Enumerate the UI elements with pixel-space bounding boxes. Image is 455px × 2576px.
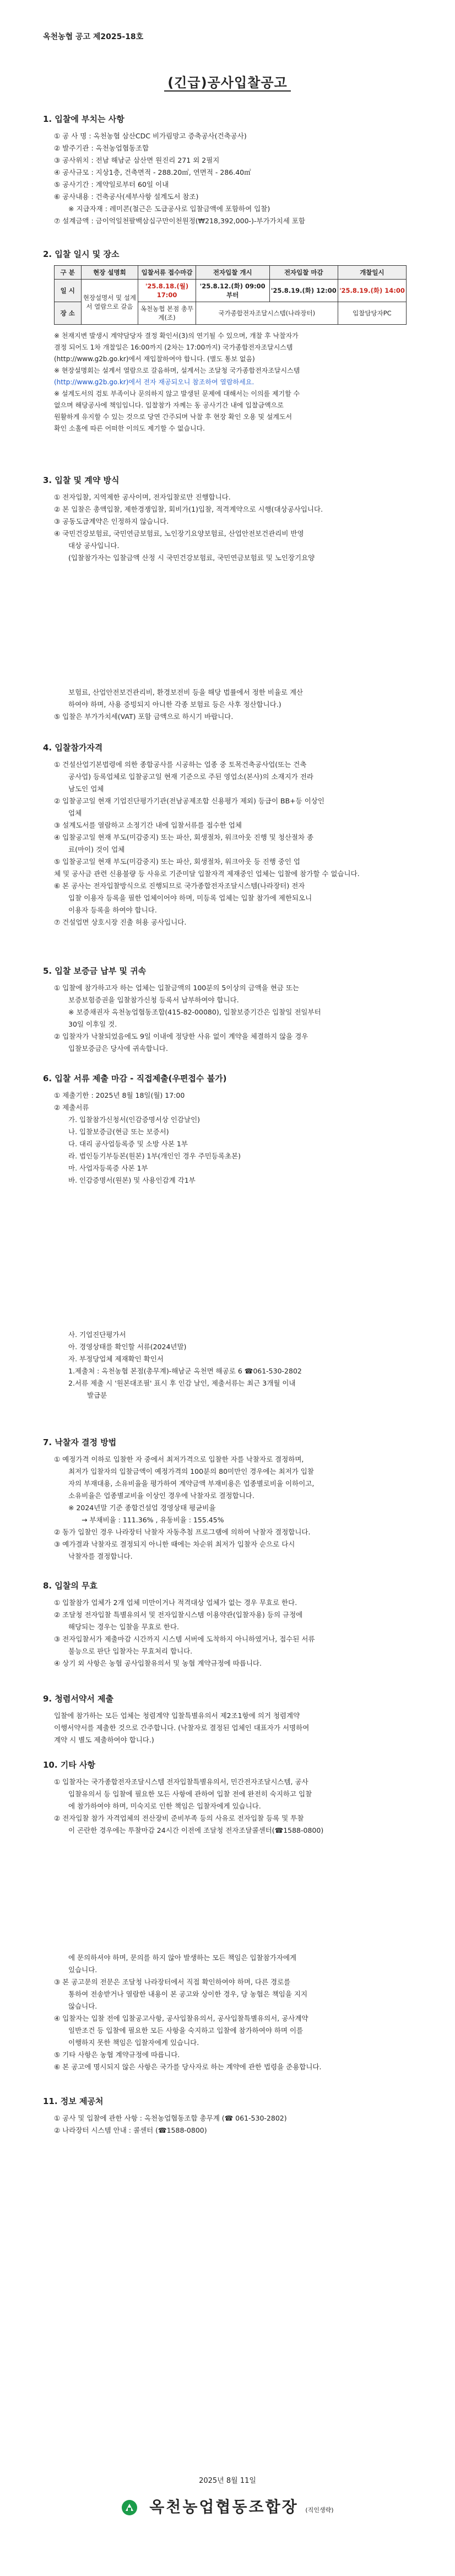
text-line: ⑥ 본 공사는 전자입찰방식으로 진행되므로 국가종합전자조달시스템(나라장터) 전자 [54, 882, 305, 890]
text-line: ⑤ 공사기간 : 계약일로부터 60일 이내 [54, 180, 169, 189]
text-line: 대상 공사입니다. [68, 541, 120, 550]
row-label: 일 시 [55, 280, 82, 302]
section-other-cont [43, 1952, 418, 2073]
section-contract-method-cont [43, 686, 418, 723]
text-line: 자의 부재대용, 소유비율을 평가하여 계약금액 부재비용은 업종별로비율 이하이고, [68, 1479, 315, 1488]
text-line: ⑦ 건설업면 상호시장 진출 허용 공사입니다. [54, 918, 187, 926]
text-line: 2.서류 제출 시 '원본대조필' 표시 후 인감 날인, 제출서류는 최근 3개월 이내 [68, 1379, 296, 1387]
text-line: ⑤ 입찰은 부가가치세(VAT) 포함 금액으로 하시기 바랍니다. [54, 712, 234, 721]
table-cell: '25.8.19.(화) 12:00 [269, 280, 338, 302]
table-header: 전자입찰 개시 [196, 266, 269, 280]
text-line: ① 입찰참가 업체가 2개 업체 미만이거나 적격대상 업체가 없는 경우 무효로 한다. [54, 1598, 297, 1607]
text-line: 나. 입찰보증금(현금 또는 보증서) [68, 1128, 169, 1136]
text-line: ① 전자입찰, 지역제한 공사이며, 전자입찰로만 진행합니다. [54, 493, 231, 501]
section-title: 8. 입찰의 무효 [43, 1581, 98, 1591]
text-line: ③ 공동도급계약은 인정하지 않습니다. [54, 517, 169, 525]
text-line: ⑦ 설계금액 : 금이억일천팔백삼십구만이천원정(₩218,392,000-)-부가가치세 포함 [54, 217, 305, 225]
note-line: ※ 현장설명회는 설계서 열람으로 갈음하며, 설계서는 조달청 국가종합전자조달시스템 [54, 367, 300, 374]
text-line: ③ 설계도서를 열람하고 소정기간 내에 입찰서류를 접수한 업체 [54, 821, 242, 829]
note-line: ※ 설계도서의 검토 부족이나 문의하지 않고 발생된 문제에 대해서는 이의를 제기할 수 [54, 390, 300, 398]
note-line: 결정 되어도 1차 개찰일은 16:00까지 (2차는 17:00까지) 국가종합전자조달시스템 [54, 344, 293, 351]
text-line: 있습니다. [68, 1966, 98, 1974]
text-line: 이 곤란한 경우에는 투찰마감 24시간 이전에 조달청 전자조달콜센터(☎1588-0800) [68, 1826, 324, 1834]
table-cell: 현장설명서 및 설계서 열람으로 갈음 [81, 280, 138, 325]
text-line: 발급분 [87, 1391, 107, 1399]
text-line: ④ 공사규모 : 지상1층, 건축면적 - 288.20㎡, 연면적 - 286.40㎡ [54, 168, 251, 176]
text-line: ① 입찰자는 국가종합전자조달시스템 전자입찰특별유의서, 민간전자조달시스템, 공사 [54, 1778, 308, 1786]
section-title: 3. 입찰 및 계약 방식 [43, 475, 120, 485]
table-cell: '25.8.12.(화) 09:00부터 [196, 280, 269, 302]
text-line: 사. 기업진단평가서 [68, 1330, 126, 1339]
text-line: 라. 법인등기부등본(원본) 1부(개인인 경우 주민등록초본) [68, 1152, 241, 1160]
note-line: (http://www.g2b.go.kr)에서 재입찰하여야 합니다. (별도 통보 없음) [54, 355, 255, 363]
text-line: 낙찰자를 결정합니다. [68, 1552, 133, 1560]
text-line: ① 공사 및 입찰에 관한 사항 : 옥천농업협동조합 총무계 (☎ 061-530-2802) [54, 2114, 287, 2122]
text-line: 입찰에 참가하는 모든 업체는 청렴계약 입찰특별유의서 제2조1항에 의거 청렴계약 [54, 1711, 300, 1720]
section-title: 7. 낙찰자 결정 방법 [43, 1437, 117, 1447]
text-line: ② 발주기관 : 옥천농업협동조합 [54, 144, 149, 152]
text-line: 남도인 업체 [68, 785, 104, 793]
document-title [0, 72, 455, 91]
text-line: 가. 입찰참가신청서(인감증명서상 인감날인) [68, 1115, 201, 1124]
section-document-submission [43, 1072, 418, 1187]
text-line: ① 입찰에 참가하고자 하는 업체는 입찰금액의 100분의 5이상의 금액을 현금 또는 [54, 984, 300, 992]
text-line: 에 참가하여야 하며, 미숙지로 인한 책임은 입찰자에게 있습니다. [68, 1802, 261, 1810]
table-cell: 국가종합전자조달시스템(나라장터) [196, 302, 338, 325]
text-line: ② 제출서류 [54, 1103, 89, 1112]
text-line: 1.제출처 : 옥천농협 본점(총무계)-해남군 옥천면 해공로 6 ☎061-530-2802 [68, 1367, 302, 1375]
table-header: 입찰서류 접수마감 [138, 266, 196, 280]
text-line: 입찰보증금은 당사에 귀속합니다. [68, 1044, 168, 1053]
note-line: (http://www.g2b.go.kr)에서 전자 재공되오니 참조하여 열람하세요. [54, 378, 254, 386]
text-line: ※ 2024년말 기준 종합건설업 경영상태 평균비율 [68, 1504, 216, 1512]
section-eligibility [43, 742, 418, 929]
text-line: 이행서약서를 제출한 것으로 간주합니다. (낙찰자로 결정된 업체인 대표자가 서명하여 [54, 1724, 310, 1732]
text-line: 보증보험증권을 입찰참가신청 등록서 납부하여야 합니다. [68, 996, 239, 1004]
text-line: 바. 인감증명서(원본) 및 사용인감계 각1부 [68, 1176, 196, 1184]
section-bid-items [43, 113, 418, 227]
table-header: 개찰일시 [338, 266, 406, 280]
text-line: ⑥ 본 공고에 명시되지 않은 사항은 국가를 당사자로 하는 계약에 관한 법령을 준용합니다. [54, 2063, 322, 2071]
section-title: 10. 기타 사항 [43, 1760, 95, 1770]
issuer-name: 옥천농업협동조합장 [149, 2498, 299, 2516]
text-line: ② 나라장터 시스템 안내 : 콜센터 (☎1588-0800) [54, 2126, 207, 2134]
section-title: 11. 정보 제공처 [43, 2096, 104, 2106]
section-title: 1. 입찰에 부치는 사항 [43, 114, 124, 124]
text-line: ※ 지급자재 : 레미콘(철근은 도급공사로 입찰금액에 포함하여 입찰) [68, 205, 270, 213]
text-line: ② 조달청 전자입찰 특별유의서 및 전자입찰시스템 이용약관(입찰자용) 등의 규정에 [54, 1611, 303, 1619]
text-line: 일반조건 등 입찰에 필요한 모든 사항을 숙지하고 입찰에 참가하여야 하며 이를 [68, 2026, 304, 2035]
issuer [0, 2495, 455, 2517]
text-line: 보험료, 산업안전보건관리비, 환경보전비 등을 해당 법률에서 정한 비율로 계산 [68, 688, 304, 696]
text-line: 30일 이후일 것. [68, 1020, 117, 1028]
text-line: 통하여 전송받거나 열람한 내용이 본 공고와 상이한 경우, 당 농협은 책임을 지지 [68, 1990, 308, 1998]
table-cell: 입찰담당자PC [338, 302, 406, 325]
text-line: → 부채비율 : 111.36% , 유동비율 : 155.45% [82, 1516, 224, 1524]
text-line: 이용자 등록을 하여야 합니다. [68, 906, 157, 914]
text-line: ④ 상기 외 사항은 농협 공사입찰유의서 및 농협 계약규정에 따릅니다. [54, 1659, 262, 1667]
section-title: 2. 입찰 일시 및 장소 [43, 249, 120, 259]
text-line: 입찰 이용자 등록을 필한 업체이어야 하며, 미등록 업체는 입찰 참가에 제한되오니 [68, 894, 312, 902]
section-schedule [43, 248, 418, 434]
row-label: 장 소 [55, 302, 82, 325]
text-line: 않습니다. [68, 2002, 98, 2010]
note-line: 원활하게 유지할 수 있는 것으로 당연 간주되며 낙찰 후 현장 확인 오용 및 설계도서 [54, 413, 292, 421]
section-title: 4. 입찰참가자격 [43, 743, 103, 753]
section-bid-bond [43, 965, 418, 1055]
section-contract-method [43, 474, 418, 564]
text-line: 이행하지 못한 책임은 입찰자에게 있습니다. [68, 2038, 199, 2047]
text-line: ③ 공사위치 : 전남 해남군 삼산면 원진리 271 외 2필지 [54, 156, 220, 164]
text-line: ① 예정가격 이하로 입찰한 자 중에서 최저가격으로 입찰한 자를 낙찰자로 결정하며, [54, 1455, 304, 1463]
text-line: 입찰유의서 등 입찰에 필요한 모든 사항에 관하여 입찰 전에 완전히 숙지하고 입찰 [68, 1790, 312, 1798]
notice-number: 옥천농협 공고 제2025-18호 [43, 33, 144, 41]
text-line: 마. 사업자등록증 사본 1부 [68, 1164, 148, 1172]
section-title: 9. 청렴서약서 제출 [43, 1694, 114, 1704]
text-line: 계약 시 별도 제출하여야 합니다.) [54, 1736, 154, 1744]
nh-logo-icon [121, 2499, 138, 2516]
text-line: 불능으로 판단 입찰자는 무효처리 합니다. [68, 1647, 193, 1655]
text-line: ② 입찰자가 낙찰되었음에도 9일 이내에 정당한 사유 없이 계약을 체결하지 않을 경우 [54, 1032, 308, 1040]
section-document-submission-cont [43, 1329, 418, 1402]
table-cell: '25.8.19.(화) 14:00 [338, 280, 406, 302]
text-line: ① 제출기한 : 2025년 8월 18일(월) 17:00 [54, 1091, 185, 1099]
text-line: ※ 보증채권자 옥천농업협동조합(415-82-00080), 입찰보증기간은 입찰일 전일부터 [68, 1008, 321, 1016]
text-line: ② 본 입찰은 총액입찰, 제한경쟁입찰, 회비가(1)입찰, 적격계약으로 시행(대상공사입니다. [54, 505, 323, 513]
section-other [43, 1759, 418, 1837]
note-line: ※ 천재지변 발생시 계약담당자 결정 확인서(3)의 연기될 수 있으며, 개찰 후 낙찰자가 [54, 332, 299, 340]
text-line: 체 및 공사금 관련 신용불량 등 사유로 기준미달 입찰자격 제재중인 업체는 입찰에 참가할 수 없습니다. [54, 870, 360, 878]
document-title-text: (긴급)공사입찰공고 [164, 75, 290, 92]
text-line: 공사업) 등록업체로 입찰공고일 현재 기준으로 주된 영업소(본사)의 소재지가 전라 [68, 772, 313, 781]
text-line: 아. 경영상태를 확인할 서류(2024년말) [68, 1343, 187, 1351]
section-award-method [43, 1436, 418, 1563]
table-header: 구 분 [55, 266, 82, 280]
text-line: 자. 부정당업체 제재확인 확인서 [68, 1355, 164, 1363]
table-cell: '25.8.18.(월) 17:00 [138, 280, 196, 302]
text-line: (입찰참가자는 입찰금액 산정 시 국민건강보험료, 국민연금보험료 및 노인장기요양 [68, 554, 315, 562]
text-line: ② 동가 입찰인 경우 나라장터 낙찰자 자동추첨 프로그램에 의하여 낙찰자 결정합니다. [54, 1528, 311, 1536]
text-line: 소유비율은 업종별교비율 이상인 경우에 낙찰자로 결정합니다. [68, 1491, 254, 1500]
text-line: ③ 전자입찰서가 제출마감 시간까지 시스템 서버에 도착하지 아니하였거나, 접수된 서류 [54, 1635, 315, 1643]
text-line: 에 문의하셔야 하며, 문의를 하지 않아 발생하는 모든 책임은 입찰참가자에게 [68, 1954, 297, 1962]
text-line: ① 건설산업기본법령에 의한 종합공사를 시공하는 업종 중 토목건축공사업(또는 건축 [54, 760, 307, 769]
text-line: ④ 입찰자는 입찰 전에 입찰공고사항, 공사입찰유의서, 공사입찰특별유의서, 공사계약 [54, 2014, 308, 2022]
text-line: ④ 국민건강보험료, 국민연금보험료, 노인장기요양보험료, 산업안전보건관리비 반영 [54, 529, 304, 538]
text-line: 하여야 하며, 사용 증빙되지 아니한 각종 보험료 등은 사후 정산합니다.) [68, 700, 281, 709]
note-line: 없으며 해당공사에 책임입니다. 입찰참가 자께는 동 공사기간 내에 입찰금액으로 [54, 401, 284, 409]
seal-note: (직인생략) [305, 2507, 334, 2514]
table-cell: 옥천농협 본점 총무계(조) [138, 302, 196, 325]
text-line: ② 입찰공고일 현재 기업진단평가기관(전남공제조합 신용평가 제외) 등급이 BB+등 이상인 [54, 797, 324, 805]
text-line: 해당되는 경우는 입찰을 무효로 한다. [68, 1623, 179, 1631]
text-line: 다. 대리 공사업등록증 및 소방 사본 1부 [68, 1140, 188, 1148]
table-header: 전자입찰 마감 [269, 266, 338, 280]
section-title: 6. 입찰 서류 제출 마감 - 직접제출(우편접수 불가) [43, 1074, 227, 1083]
section-bid-invalid [43, 1580, 418, 1670]
table-header: 현장 설명회 [81, 266, 138, 280]
text-line: ⑤ 기타 사항은 농협 계약규정에 따릅니다. [54, 2051, 180, 2059]
text-line: ⑥ 공사내용 : 건축공사(세부사항 설계도서 참조) [54, 192, 199, 201]
section-info-source [43, 2095, 418, 2137]
section-integrity-pledge [43, 1693, 418, 1746]
schedule-table [54, 265, 407, 325]
issue-date: 2025년 8월 11일 [199, 2477, 256, 2485]
text-line: 료(마이) 것이 업체 [68, 845, 125, 854]
text-line: ④ 입찰공고일 현재 부도(미감중지) 또는 파산, 회생절차, 워크아웃 진행 및 청산절차 종 [54, 833, 314, 841]
text-line: ② 전자입찰 참가 자격업체의 전산장비 준비부족 등의 사유로 전자입찰 등록 및 투찰 [54, 1814, 304, 1822]
text-line: ③ 예가결과 낙찰자로 결정되지 아니한 때에는 차순위 최저가 입찰자 순으로 다시 [54, 1540, 295, 1548]
note-line: 확인 소홀에 따른 어떠한 이의도 제기할 수 없습니다. [54, 425, 205, 432]
text-line: ⑤ 입찰공고일 현재 부도(미감중지) 또는 파산, 회생절차, 워크아웃 등 진행 중인 업 [54, 857, 300, 866]
text-line: ③ 본 공고문의 전문은 조달청 나라장터에서 직접 확인하여야 하며, 다른 경로를 [54, 1978, 291, 1986]
text-line: 최저가 입찰자의 입찰금액이 예정가격의 100분의 80미만인 경우에는 최저가 입찰 [68, 1467, 314, 1475]
text-line: ① 공 사 명 : 옥천농협 삼산CDC 비가림망고 증축공사(건축공사) [54, 132, 247, 140]
section-title: 5. 입찰 보증금 납부 및 귀속 [43, 966, 147, 976]
text-line: 업체 [68, 809, 82, 817]
